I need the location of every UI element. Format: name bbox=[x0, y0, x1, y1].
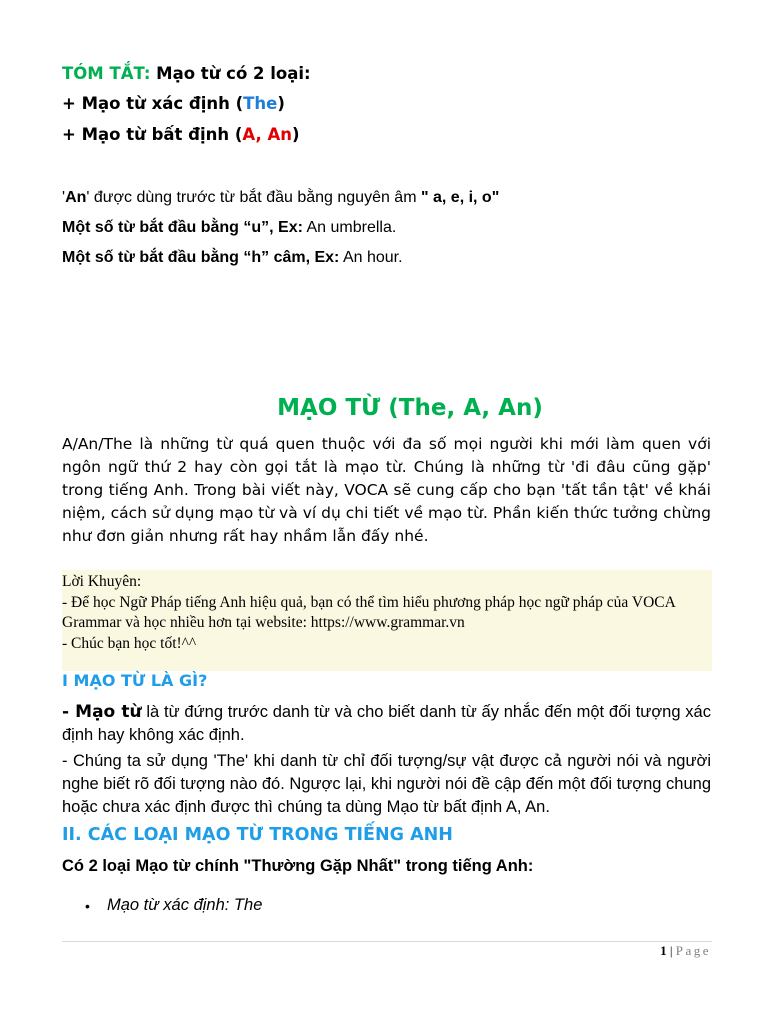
summary-definite-word: The bbox=[243, 94, 278, 113]
definition-term: - Mạo từ bbox=[62, 702, 142, 722]
footer-divider bbox=[62, 941, 712, 942]
page-number: 1 bbox=[660, 943, 667, 958]
summary-definite-suffix: ) bbox=[277, 94, 285, 113]
note-h-words bbox=[62, 248, 403, 268]
note-h-example: An hour. bbox=[339, 249, 403, 266]
section-1-paragraph-2: - Chúng ta sử dụng 'The' khi danh từ chỉ đối tượng/sự vật được cả người nói và người nghe biết rõ đối tượng nào đó. Ngược lại, khi người nói đề cập đến một đối tượng chung hoặc chưa xác định được thì chúng ta dùng Mạo từ bất định A, An. bbox=[62, 752, 711, 816]
summary-label: TÓM TẮT: bbox=[62, 64, 151, 83]
note-u-example: An umbrella. bbox=[302, 219, 397, 236]
note-an-vowel bbox=[62, 188, 499, 208]
summary-indefinite-prefix: + Mạo từ bất định ( bbox=[62, 125, 243, 144]
advice-box bbox=[62, 570, 712, 671]
note-u-words bbox=[62, 218, 396, 238]
summary-indefinite-word: A, An bbox=[242, 125, 293, 144]
section-1-definition bbox=[62, 701, 711, 747]
summary-heading-text: Mạo từ có 2 loại: bbox=[150, 64, 311, 83]
note-an-text: ' được dùng trước từ bắt đầu bằng nguyên âm bbox=[86, 189, 421, 206]
page-title: MẠO TỪ (The, A, An) bbox=[277, 395, 543, 421]
intro-paragraph: A/An/The là những từ quá quen thuộc với đa số mọi người khi mới làm quen với ngôn ngữ thứ 2 hay còn gọi tắt là mạo từ. Chúng là những từ 'đi đâu cũng gặp' trong tiếng Anh. Trong bài viết này, VOCA sẽ cung cấp cho bạn 'tất tần tật' về khái niệm, cách sử dụng mạo từ và ví dụ chi tiết về mạo từ. Phần kiến thức tưởng chừng như đơn giản nhưng rất hay nhầm lẫn đấy nhé. bbox=[62, 435, 711, 545]
bullet-definite-article: Mạo từ xác định: The bbox=[107, 896, 263, 914]
summary-definite-prefix: + Mạo từ xác định ( bbox=[62, 94, 244, 113]
note-an: An bbox=[65, 189, 87, 206]
note-u-label: Một số từ bắt đầu bằng “u”, Ex: bbox=[62, 219, 303, 236]
summary-indefinite bbox=[62, 124, 300, 146]
section-1-heading: I MẠO TỪ LÀ GÌ? bbox=[62, 671, 208, 690]
note-h-label: Một số từ bắt đầu bằng “h” câm, Ex: bbox=[62, 249, 340, 266]
note-vowels: " a, e, i, o" bbox=[420, 189, 500, 206]
section-2-heading: II. CÁC LOẠI MẠO TỪ TRONG TIẾNG ANH bbox=[62, 825, 453, 845]
page-label: Page bbox=[675, 943, 711, 958]
definition-text: là từ đứng trước danh từ và cho biết danh từ ấy nhắc đến một đối tượng xác định hay không xác định. bbox=[62, 703, 711, 744]
advice-line-1: - Để học Ngữ Pháp tiếng Anh hiệu quả, bạn có thể tìm hiểu phương pháp học ngữ pháp của VOCA Grammar và học nhiều hơn tại website: https://www.grammar.vn bbox=[62, 593, 675, 631]
summary-heading bbox=[62, 63, 311, 85]
page-separator: | bbox=[666, 943, 676, 958]
advice-line-2: - Chúc bạn học tốt!^^ bbox=[62, 634, 197, 652]
advice-title: Lời Khuyên: bbox=[62, 573, 142, 590]
bullet-icon: • bbox=[85, 898, 90, 914]
summary-definite bbox=[62, 93, 285, 115]
summary-indefinite-suffix: ) bbox=[292, 125, 300, 144]
article-types-line: Có 2 loại Mạo từ chính "Thường Gặp Nhất" trong tiếng Anh: bbox=[62, 857, 534, 875]
page-footer bbox=[0, 943, 711, 959]
note-quote: ' bbox=[62, 189, 66, 206]
